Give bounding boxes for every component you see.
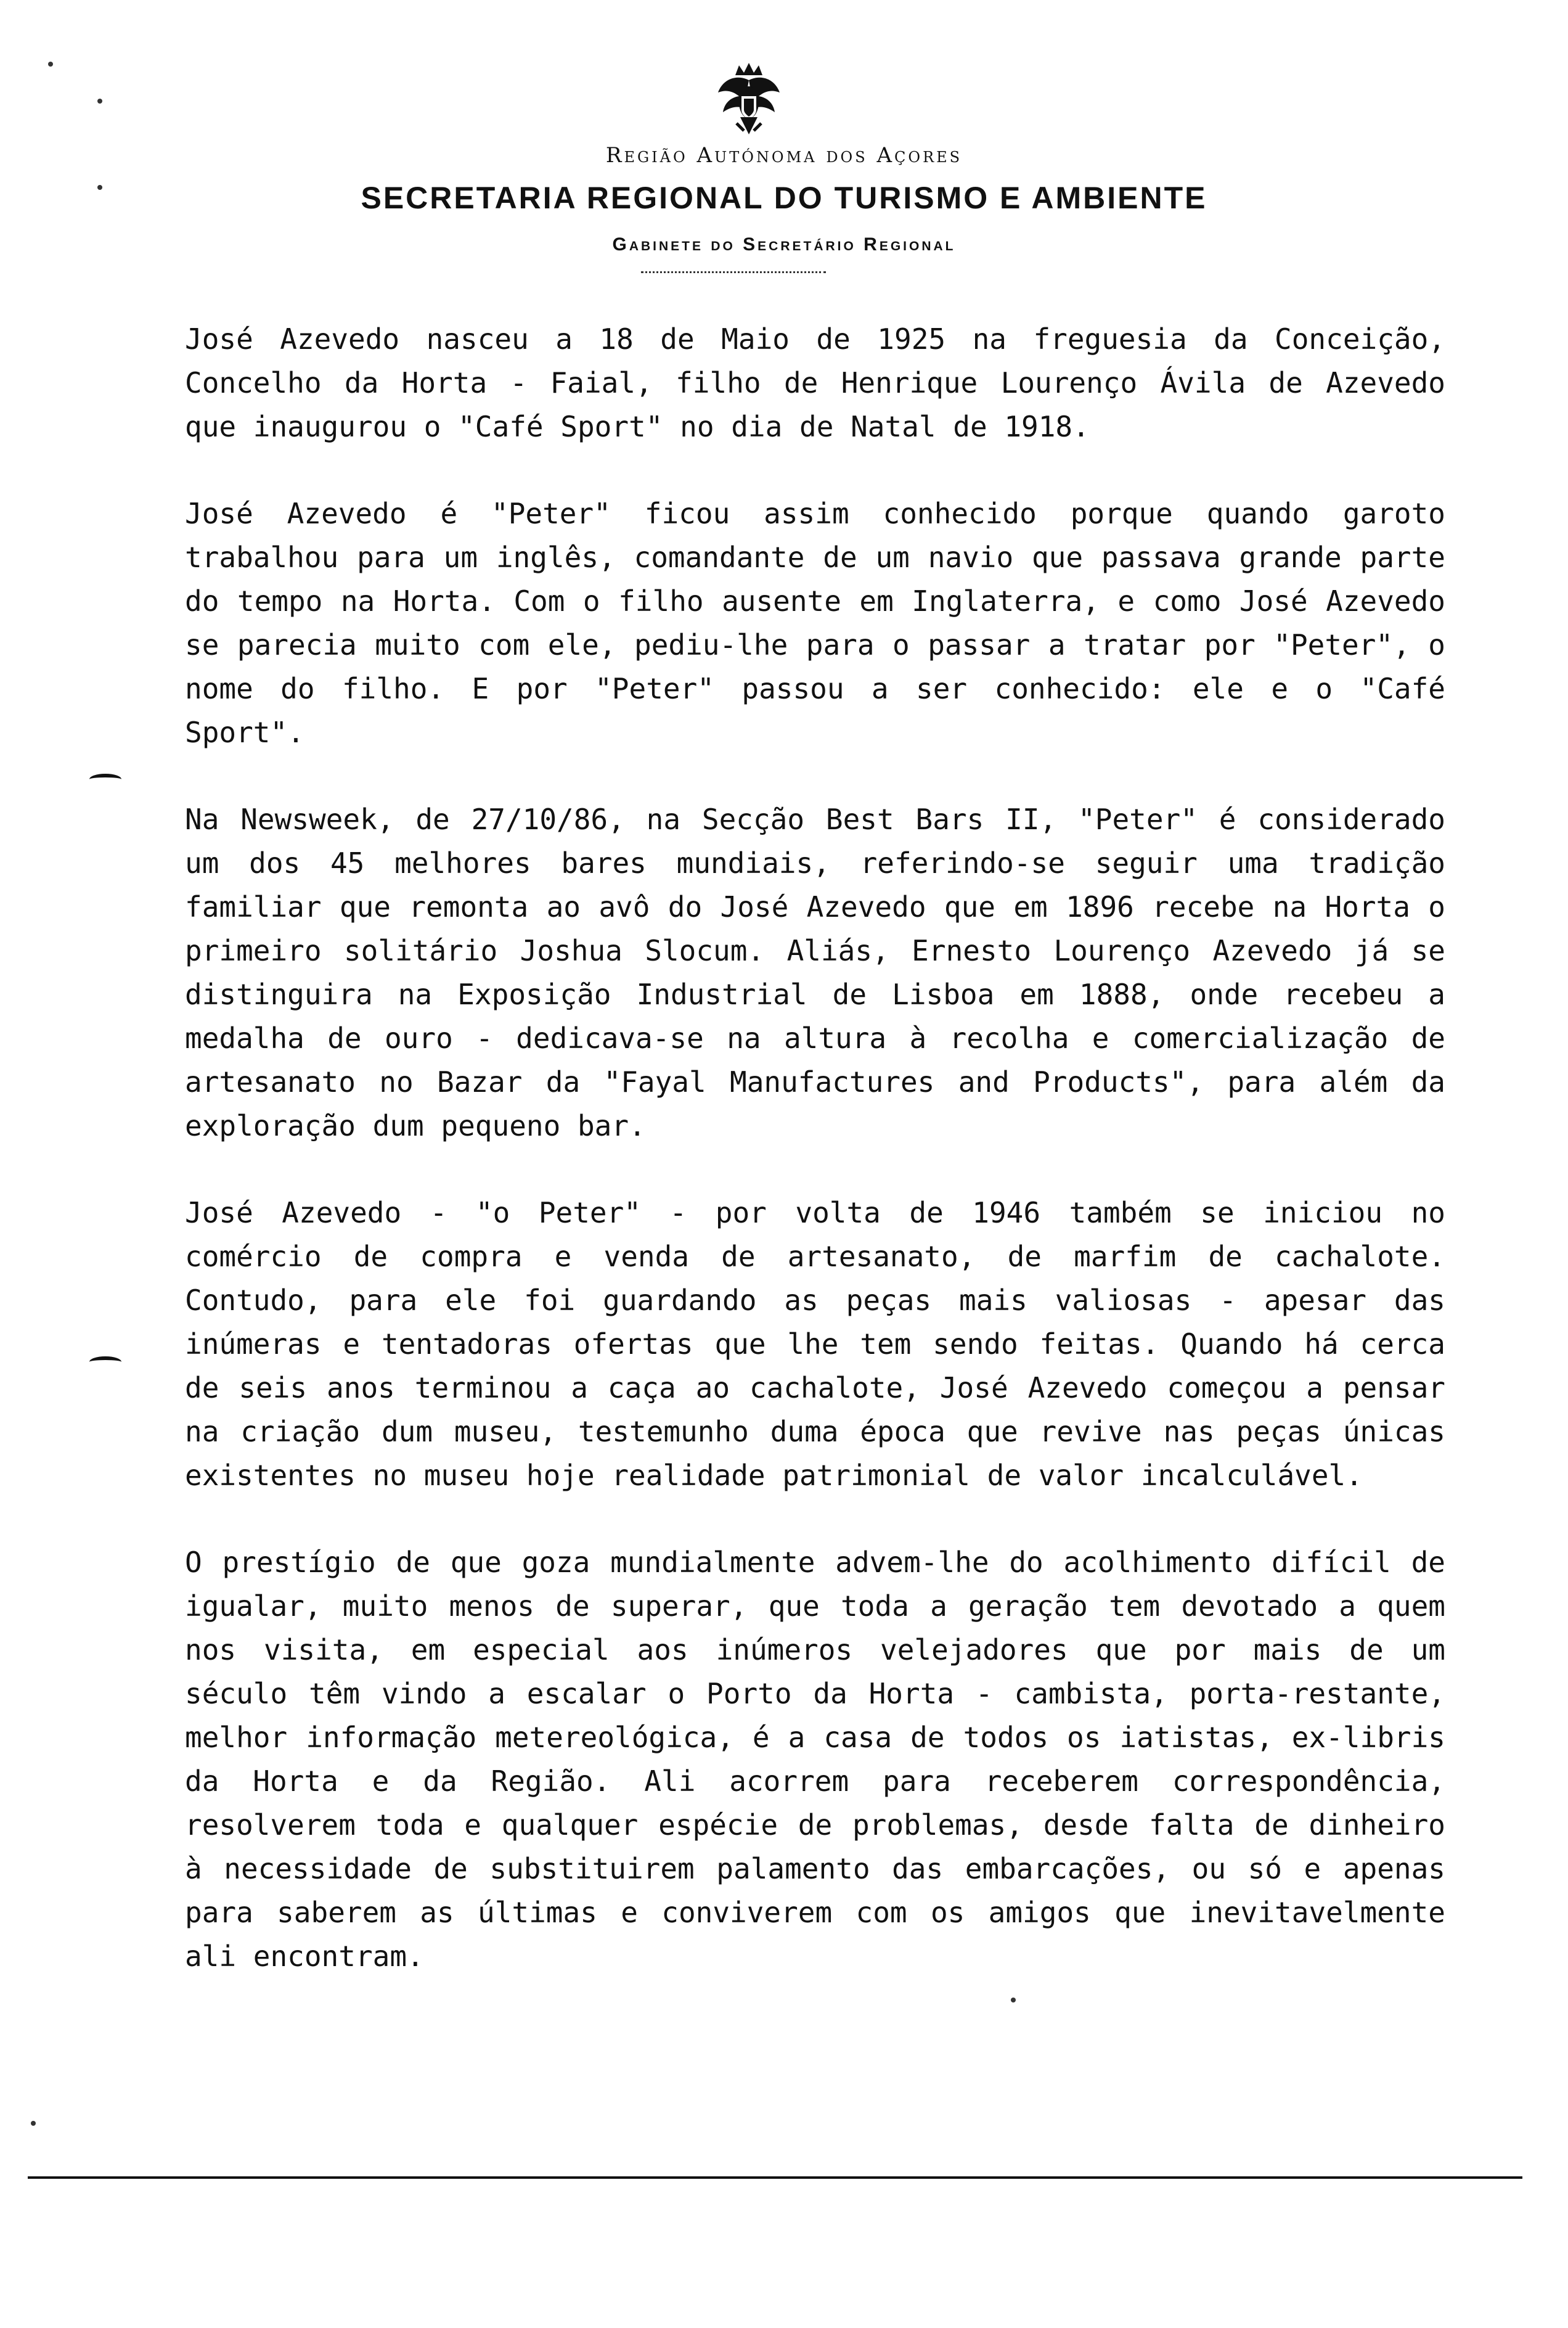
scan-dot: [48, 62, 53, 67]
document-body: [185, 318, 1445, 2022]
scan-dot: [97, 99, 102, 104]
paragraph-nickname: José Azevedo é "Peter" ficou assim conhecido porque quando garoto trabalhou para um inglês, comandante de um navio que passava grande parte do tempo na Horta. Com o filho ausente em Inglaterra, e como José Azevedo se parecia muito com ele, pediu-lhe para o passar a tratar por "Peter", o nome do filho. E por "Peter" passou a ser conhecido: ele e o "Café Sport".: [185, 497, 1445, 749]
paragraph-museum: José Azevedo - "o Peter" - por volta de 1946 também se iniciou no comércio de compra e venda de artesanato, de marfim de cachalote. Contudo, para ele foi guardando as peças mais valiosas - apesar das inúmeras e tentadoras ofertas que lhe tem sendo feitas. Quando há cerca de seis anos terminou a caça ao cachalote, José Azevedo começou a pensar na criação dum museu, testemunho duma época que revive nas peças únicas existentes no museu hoje realidade patrimonial de valor incalculável.: [185, 1196, 1445, 1492]
paragraph-prestige: O prestígio de que goza mundialmente advem-lhe do acolhimento difícil de igualar, muito menos de superar, que toda a geração tem devotado a quem nos visita, em especial aos inúmeros velejadores que por mais de um século têm vindo a escalar o Porto da Horta - cambista, porta-restante, melhor informação metereológica, é a casa de todos os iatistas, ex-libris da Horta e da Região. Ali acorrem para receberem correspondência, resolverem toda e qualquer espécie de problemas, desde falta de dinheiro à necessidade de substituirem palamento das embarcações, ou só e apenas para saberem as últimas e conviverem com os amigos que inevitavelmente ali encontram.: [185, 1546, 1445, 1973]
paragraph-newsweek: Na Newsweek, de 27/10/86, na Secção Best Bars II, "Peter" é considerado um dos 45 melhores bares mundiais, referindo-se seguir uma tradição familiar que remonta ao avô do José Azevedo que em 1896 recebe na Horta o primeiro solitário Joshua Slocum. Aliás, Ernesto Lourenço Azevedo já se distinguira na Exposição Industrial de Lisboa em 1888, onde recebeu a medalha de ouro - dedicava-se na altura à recolha e comercialização de artesanato no Bazar da "Fayal Manufactures and Products", para além da exploração dum pequeno bar.: [185, 803, 1445, 1142]
paragraph-birth: José Azevedo nasceu a 18 de Maio de 1925 na freguesia da Conceição, Concelho da Horta - Faial, filho de Henrique Lourenço Ávila de Azevedo que inaugurou o "Café Sport" no dia de Natal de 1918.: [185, 322, 1445, 443]
scan-dot: [97, 185, 102, 190]
scan-mark: [89, 1356, 121, 1367]
scan-dot: [31, 2121, 36, 2126]
secretaria-title: SECRETARIA REGIONAL DO TURISMO E AMBIENTE: [361, 181, 1207, 215]
coat-of-arms-icon: [712, 62, 786, 142]
gabinete-title: Gabinete do Secretário Regional: [612, 234, 956, 255]
bottom-divider: [28, 2176, 1522, 2179]
scan-mark: [89, 774, 121, 785]
scan-dot: [1011, 1998, 1016, 2002]
header-divider: [641, 271, 826, 273]
region-title: Região Autónoma dos Açores: [605, 143, 963, 168]
